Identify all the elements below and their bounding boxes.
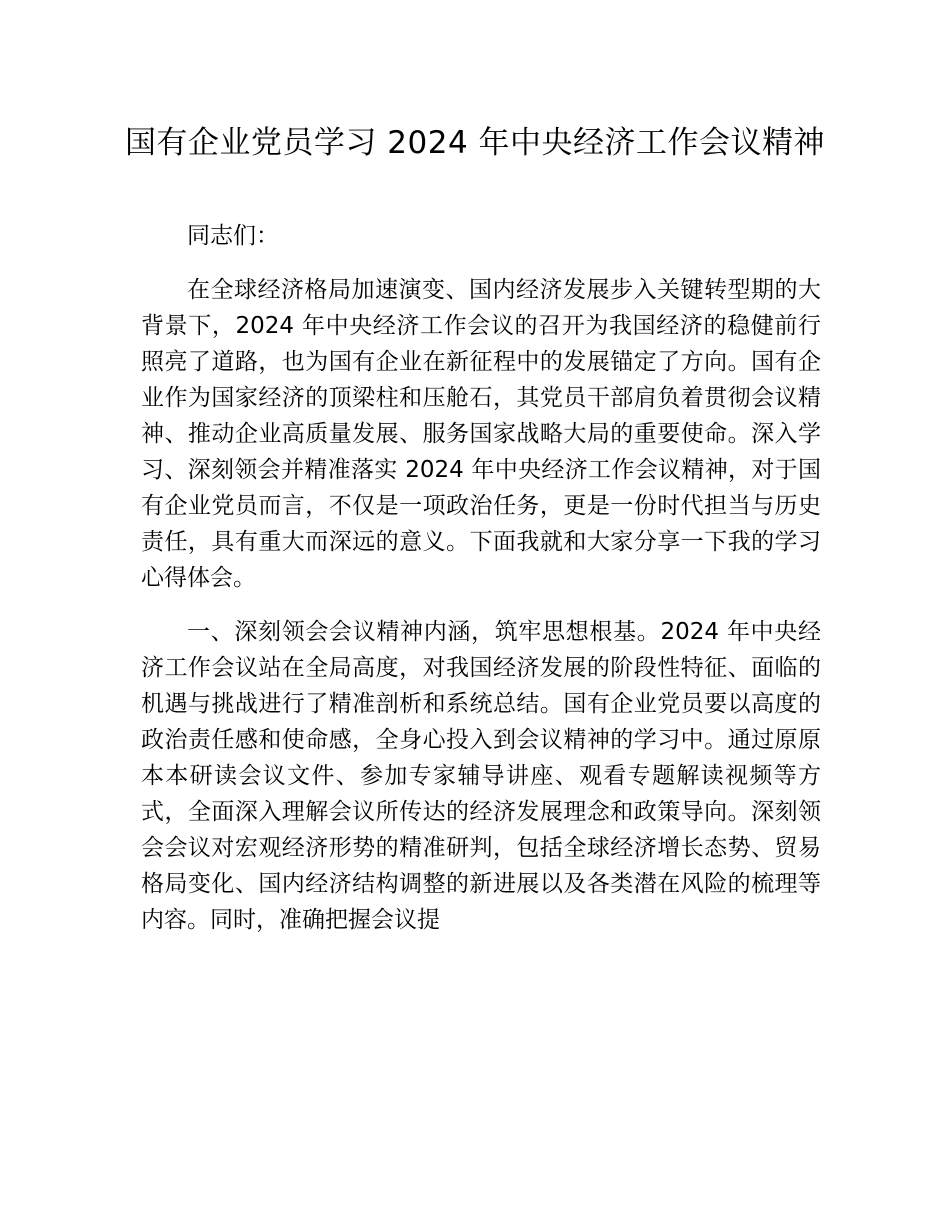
salutation: 同志们： [187, 223, 279, 249]
document-title: 国有企业党员学习 2024 年中央经济工作会议精神 [124, 125, 826, 161]
document-body [141, 218, 821, 956]
paragraph-section-one: 一、深刻领会会议精神内涵，筑牢思想根基。2024 年中央经济工作会议站在全局高度，对我国经济发展的阶段性特征、面临的机遇与挑战进行了精准剖析和系统总结。国有企业党员要以高度的政治责任感和使命感，全身心投入到会议精神的学习中。通过原原本本研读会议文件、参加专家辅导讲座、观看专题解读视频等方式，全面深入理解会议所传达的经济发展理念和政策导向。深刻领会会议对宏观经济形势的精准研判，包括全球经济增长态势、贸易格局变化、国内经济结构调整的新进展以及各类潜在风险的梳理等内容。同时，准确把握会议提 [141, 619, 821, 933]
paragraph-intro: 在全球经济格局加速演变、国内经济发展步入关键转型期的大背景下，2024 年中央经济工作会议的召开为我国经济的稳健前行照亮了道路，也为国有企业在新征程中的发展锚定了方向。国有企业作为国家经济的顶梁柱和压舱石，其党员干部肩负着贯彻会议精神、推动企业高质量发展、服务国家战略大局的重要使命。深入学习、深刻领会并精准落实 2024 年中央经济工作会议精神，对于国有企业党员而言，不仅是一项政治任务，更是一份时代担当与历史责任，具有重大而深远的意义。下面我就和大家分享一下我的学习心得体会。 [141, 277, 821, 591]
